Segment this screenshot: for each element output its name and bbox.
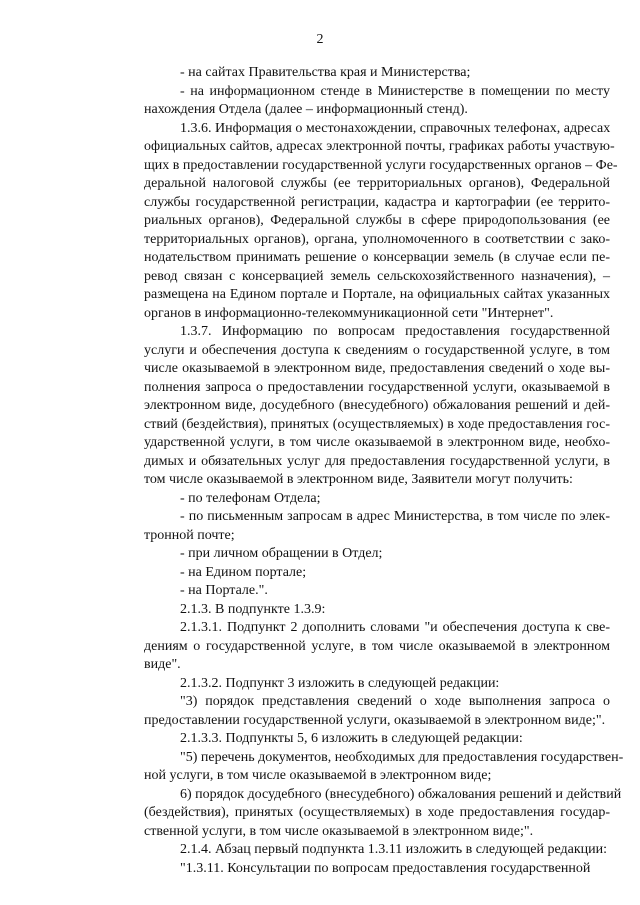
- text-line: ственной услуги, в том числе оказываемой в электронном виде;".: [144, 823, 534, 839]
- text-line: территориальных органов), органа, уполномоченного в соответствии с зако-: [144, 231, 610, 247]
- paragraph: [108, 323, 610, 490]
- text-line: ной услуги, в том числе оказываемой в электронном виде;: [144, 768, 492, 783]
- text-line: щих в предоставлении государственной услуги государственных органов – Фе-: [144, 157, 618, 173]
- text-line: - на информационном стенде в Министерстве в помещении по месту: [180, 83, 610, 99]
- text-line: виде".: [144, 657, 181, 672]
- text-line: - по письменным запросам в адрес Министерства, в том числе по элек-: [180, 509, 610, 524]
- paragraph: [108, 860, 610, 879]
- text-line: том числе оказываемой в электронном виде, Заявители могут получить:: [144, 472, 573, 487]
- paragraph: [108, 730, 610, 749]
- text-line: размещена на Едином портале и Портале, на официальных сайтах указанных: [144, 287, 610, 302]
- text-line: числе оказываемой в электронном виде, предоставления сведений о ходе вы-: [144, 361, 610, 376]
- text-line: (бездействия), принятых (осуществляемых) в ходе предоставления государ-: [144, 805, 610, 820]
- text-line: 1.3.6. Информация о местонахождении, справочных телефонах, адресах: [180, 120, 611, 136]
- text-line: услуги и обеспечения доступа к сведениям о государственной услуге, в том: [144, 342, 610, 358]
- paragraph: [108, 545, 610, 564]
- text-line: 2.1.3.3. Подпункты 5, 6 изложить в следующей редакции:: [180, 731, 523, 746]
- text-line: - по телефонам Отдела;: [180, 490, 321, 506]
- text-line: 2.1.4. Абзац первый подпункта 1.3.11 изложить в следующей редакции:: [180, 842, 608, 857]
- paragraph: [108, 675, 610, 694]
- paragraph: [108, 786, 622, 842]
- text-line: электронном виде, досудебного (внесудебного) обжалования решений и дей-: [144, 398, 610, 413]
- paragraph: [108, 619, 610, 675]
- paragraph: [108, 120, 618, 324]
- text-line: нахождения Отдела (далее – информационный стенд).: [144, 102, 468, 117]
- text-line: 2.1.3.2. Подпункт 3 изложить в следующей редакции:: [180, 675, 500, 691]
- paragraph: [108, 508, 610, 545]
- text-line: полнения запроса о предоставлении государственной услуги, оказываемой в: [144, 379, 610, 395]
- text-line: 2.1.3.1. Подпункт 2 дополнить словами "и обеспечения доступа к све-: [180, 620, 610, 635]
- text-line: ударственной услуги, в том числе оказываемой в электронном виде, необхо-: [144, 435, 610, 450]
- text-line: риальных органов), Федеральной службы в сфере природопользования (ее: [144, 213, 610, 228]
- text-line: дениям о государственной услуге, в том числе оказываемой в электронном: [144, 638, 610, 654]
- paragraph: [108, 601, 610, 620]
- paragraph: [108, 749, 624, 786]
- text-line: нодательством принимать решение о консервации земель (в случае если пе-: [144, 250, 610, 265]
- paragraph: [108, 490, 610, 509]
- text-line: - на Портале.".: [180, 583, 268, 598]
- text-line: - при личном обращении в Отдел;: [180, 546, 383, 561]
- paragraph: [108, 582, 610, 601]
- text-line: деральной налоговой службы (ее территориальных органов), Федеральной: [144, 176, 610, 191]
- text-line: официальных сайтов, адресах электронной почты, графиках работы участвую-: [144, 139, 615, 154]
- text-line: - на сайтах Правительства края и Министерства;: [180, 65, 471, 80]
- text-line: "5) перечень документов, необходимых для предоставления государствен-: [180, 749, 624, 765]
- paragraph: [108, 841, 610, 860]
- page-number: 2: [316, 32, 324, 47]
- text-line: 2.1.3. В подпункте 1.3.9:: [180, 601, 326, 617]
- paragraph: [108, 64, 610, 83]
- text-line: тронной почте;: [144, 527, 235, 543]
- text-line: ревод связан с консервацией земель сельскохозяйственного назначения), –: [144, 268, 610, 284]
- text-line: "3) порядок представления сведений о ходе выполнения запроса о: [180, 694, 610, 709]
- text-line: ствий (бездействия), принятых (осуществляемых) в ходе предоставления гос-: [144, 416, 610, 432]
- text-line: 1.3.7. Информацию по вопросам предоставления государственной: [180, 324, 610, 339]
- text-line: службы государственной регистрации, кадастра и картографии (ее террито-: [144, 194, 610, 210]
- document-body: [108, 64, 624, 878]
- text-line: "1.3.11. Консультации по вопросам предоставления государственной: [180, 860, 591, 876]
- text-line: - на Едином портале;: [180, 564, 307, 580]
- text-line: 6) порядок досудебного (внесудебного) обжалования решений и действий: [180, 786, 622, 802]
- text-line: органов в информационно-телекоммуникационной сети "Интернет".: [144, 305, 554, 321]
- text-line: димых и обязательных услуг для предоставления государственной услуги, в: [144, 453, 610, 469]
- text-line: предоставлении государственной услуги, оказываемой в электронном виде;".: [144, 712, 606, 728]
- paragraph: [108, 693, 610, 730]
- paragraph: [108, 83, 610, 120]
- paragraph: [108, 564, 610, 583]
